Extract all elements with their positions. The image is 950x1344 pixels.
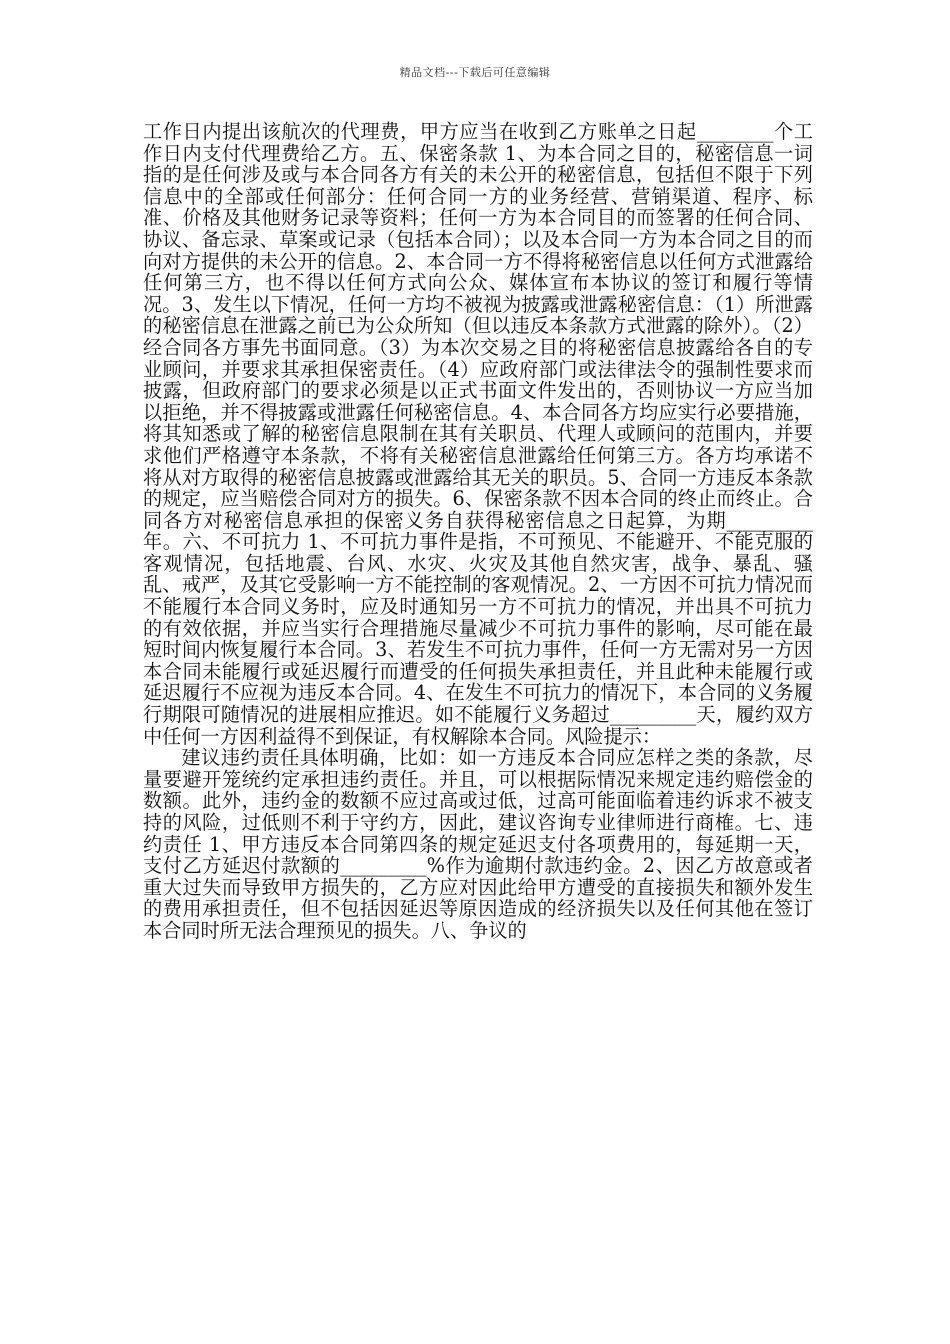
- paragraph: 建议违约责任具体明确，比如：如一方违反本合同应怎样之类的条款，尽量要避开笼统约定承担违约责任。并且，可以根据际情况来规定违约赔偿金的数额。此外，违约金的数额不应过高或过低，过高可能面临着违约诉求不被支持的风险，过低则不利于守约方，因此，建议咨询专业律师进行商榷。七、违约责任 1、甲方违反本合同第四条的规定延迟支付各项费用的，每延期一天，支付乙方延迟付款额的_________%作为逾期付款违约金。2、因乙方故意或者重大过失而导致甲方损失的，乙方应对因此给甲方遭受的直接损失和额外发生的费用承担责任，但不包括因延迟等原因造成的经济损失以及任何其他在签订本合同时所无法合理预见的损失。八、争议的: [143, 746, 813, 942]
- paragraph: 工作日内提出该航次的代理费，甲方应当在收到乙方账单之日起________个工作日内支付代理费给乙方。五、保密条款 1、为本合同之目的，秘密信息一词指的是任何涉及或与本合同各方有关的未公开的秘密信息，包括但不限于下列信息中的全部或任何部分：任何合同一方的业务经营、营销渠道、程序、标准、价格及其他财务记录等资料；任何一方为本合同目的而签署的任何合同、协议、备忘录、草案或记录（包括本合同）；以及本合同一方为本合同之目的而向对方提供的未公开的信息。2、本合同一方不得将秘密信息以任何方式泄露给任何第三方，也不得以任何方式向公众、媒体宣布本协议的签订和履行等情况。3、发生以下情况，任何一方均不被视为披露或泄露秘密信息：（1）所泄露的秘密信息在泄露之前已为公众所知（但以违反本条款方式泄露的除外）。（2）经合同各方事先书面同意。（3）为本次交易之目的将秘密信息披露给各自的专业顾问，并要求其承担保密责任。（4）应政府部门或法律法令的强制性要求而披露，但政府部门的要求必须是以正式书面文件发出的，否则协议一方应当加以拒绝，并不得披露或泄露任何秘密信息。4、本合同各方均应实行必要措施，将其知悉或了解的秘密信息限制在其有关职员、代理人或顾问的范围内，并要求他们严格遵守本条款，不将有关秘密信息泄露给任何第三方。各方均承诺不将从对方取得的秘密信息披露或泄露给其无关的职员。5、合同一方违反本条款的规定，应当赔偿合同对方的损失。6、保密条款不因本合同的终止而终止。合同各方对秘密信息承担的保密义务自获得秘密信息之日起算，为期_________年。六、不可抗力 1、不可抗力事件是指，不可预见、不能避开、不能克服的客观情况，包括地震、台风、水灾、火灾及其他自然灾害，战争、暴乱、骚乱、戒严，及其它受影响一方不能控制的客观情况。2、一方因不可抗力情况而不能履行本合同义务时，应及时通知另一方不可抗力的情况，并出具不可抗力的有效依据，并应当实行合理措施尽量减少不可抗力事件的影响，尽可能在最短时间内恢复履行本合同。3、若发生不可抗力事件，任何一方无需对另一方因本合同未能履行或延迟履行而遭受的任何损失承担责任，并且此种未能履行或延迟履行不应视为违反本合同。4、在发生不可抗力的情况下，本合同的义务履行期限可随情况的进展相应推迟。如不能履行义务超过_________天，履约双方中任何一方因利益得不到保证，有权解除本合同。风险提示：: [143, 120, 813, 748]
- page-header: 精品文档---下载后可任意编辑: [399, 66, 551, 79]
- document-body: [143, 121, 813, 942]
